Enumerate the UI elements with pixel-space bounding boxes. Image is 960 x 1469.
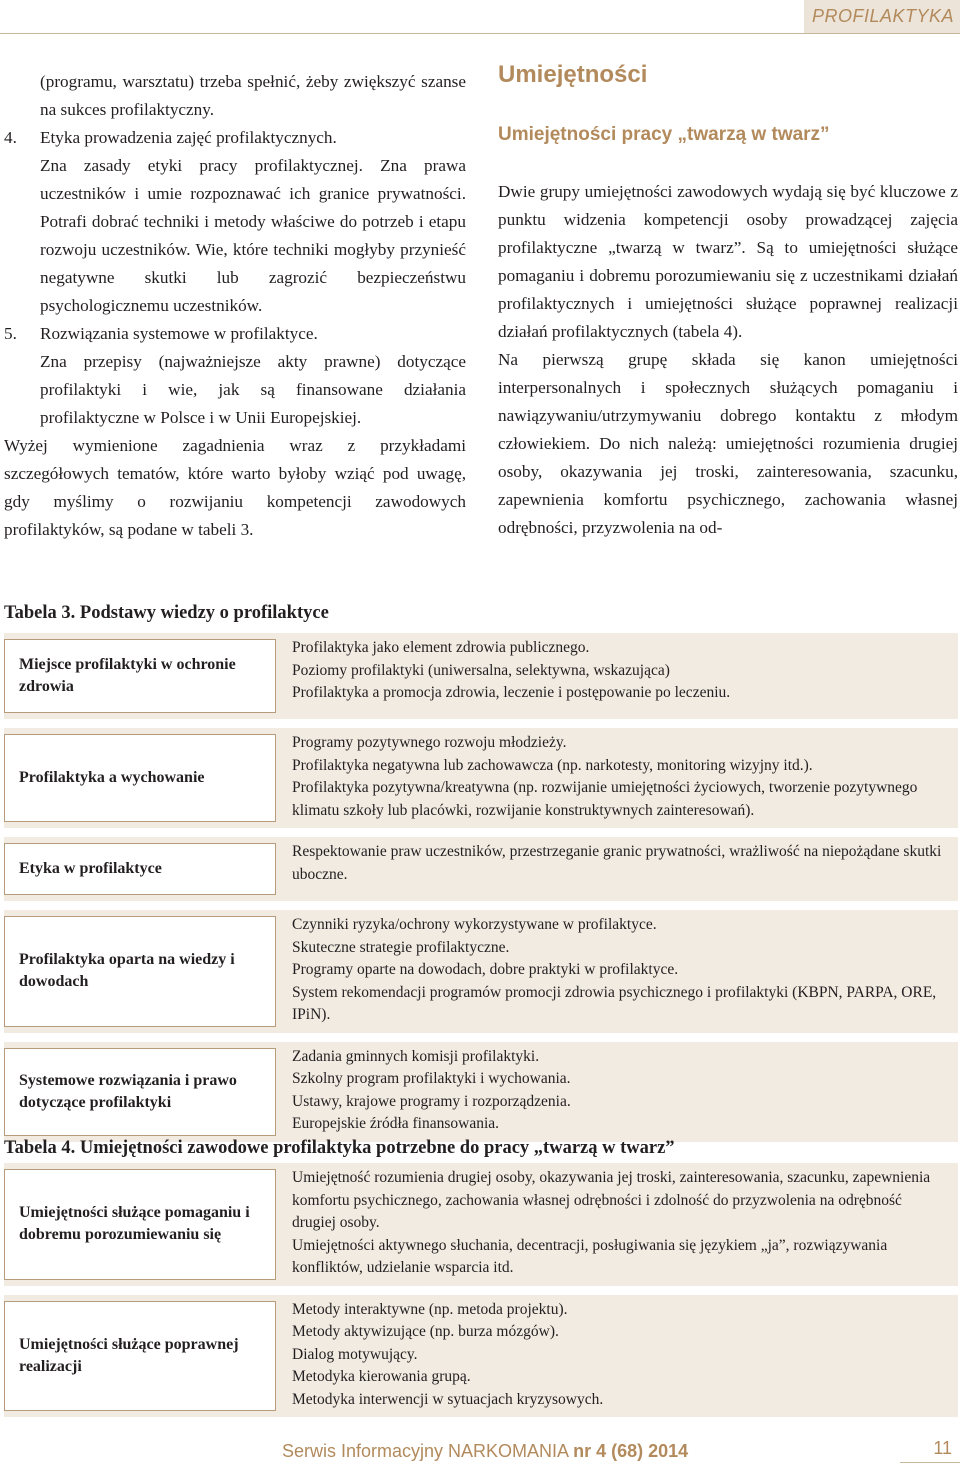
running-head: PROFILAKTYKA — [811, 6, 954, 26]
list-text-4: Zna zasady etyki pracy profilaktycznej. Zna prawa uczestników i umie rozpoznawać ich granice prywatności. Potrafi dobrać techniki i metody właściwe do potrzeb i etapu rozwoju uczestników. Wie, które techniki mogłyby przynieść negatywne skutki lub zagrozić bezpieczeństwu psychologicznemu uczestników. — [40, 156, 466, 315]
table4 — [4, 1163, 958, 1426]
table-cell-line: Metodyka kierowania grupą. — [292, 1368, 471, 1385]
table-row-label: Profilaktyka oparta na wiedzy i dowodach — [4, 916, 276, 1027]
right-paragraph-2: Na pierwszą grupę składa się kanon umiejętności interpersonalnych i społecznych służących pomaganiu i nawiązywaniu/utrzymywaniu dobrego kontaktu z młodym człowiekiem. Do nich należą: umiejętności rozumienia drugiej osoby, okazywania jej troski, zainteresowania, szacunku, zapewnienia komfortu psychicznego, zachowania własnej odrębności, przyzwolenia na od- — [498, 350, 958, 537]
footer-publication: Serwis Informacyjny NARKOMANIA — [282, 1441, 569, 1461]
right-paragraph-1: Dwie grupy umiejętności zawodowych wydają się być kluczowe z punktu widzenia kompetencji osoby prowadzącej zajęcia profilaktyczne „twarzą w twarz”. Są to umiejętności służące pomaganiu i dobremu porozumiewaniu się z uczestnikami działań profilaktycznych i umiejętności służące poprawnej realizacji działań profilaktycznych (tabela 4). — [498, 182, 958, 341]
table-row — [4, 1042, 958, 1142]
table-cell-line: Profilaktyka jako element zdrowia publicznego. — [292, 639, 590, 656]
list-number-4: 4. — [4, 128, 17, 147]
table-cell-line: Profilaktyka negatywna lub zachowawcza (np. narkotesty, monitoring wizyjny itd.). — [292, 756, 813, 774]
section-title: Umiejętności — [498, 61, 648, 88]
footer — [282, 1441, 688, 1462]
table-cell-line: Metodyka interwencji w sytuacjach kryzysowych. — [292, 1390, 604, 1408]
table3 — [4, 633, 958, 1151]
footer-issue: nr 4 (68) 2014 — [573, 1441, 689, 1461]
table-row-label: Profilaktyka a wychowanie — [4, 734, 276, 822]
table-row — [4, 633, 958, 719]
table3-caption: Tabela 3. Podstawy wiedzy o profilaktyce — [4, 603, 329, 623]
table-cell-line: Metody interaktywne (np. metoda projektu). — [292, 1300, 568, 1318]
table-cell-line: Ustawy, krajowe programy i rozporządzenia. — [292, 1092, 571, 1110]
page-number-rule — [900, 1462, 960, 1463]
table-cell-line: Zadania gminnych komisji profilaktyki. — [292, 1047, 540, 1065]
table4-caption: Tabela 4. Umiejętności zawodowe profilaktyka potrzebne do pracy „twarzą w twarz” — [4, 1138, 675, 1158]
table-row — [4, 1163, 958, 1286]
list-text-5: Zna przepisy (najważniejsze akty prawne) dotyczące profilaktyki i wie, jak są finansowane działania profilaktyczne w Polsce i w Unii Europejskiej. — [40, 352, 466, 427]
page-number: 11 — [933, 1438, 952, 1458]
list-title-4: Etyka prowadzenia zajęć profilaktycznych. — [40, 128, 337, 147]
table-row — [4, 910, 958, 1033]
table-cell-line: Profilaktyka a promocja zdrowia, leczenie i postępowanie po leczeniu. — [292, 684, 731, 701]
table-row-label: Miejsce profilaktyki w ochronie zdrowia — [4, 639, 276, 713]
list-number-5: 5. — [4, 324, 17, 343]
list-item-5 — [4, 320, 466, 348]
table-cell-line: Umiejętność rozumienia drugiej osoby, okazywania jej troski, zainteresowania, szacunku, zapewnienia komfortu psychicznego, zachowania własnej odrębności i zdolność do przyzwolenia na odrębność drugiej osoby. — [292, 1169, 931, 1231]
table-row — [4, 1295, 958, 1418]
table-cell-line: Programy oparte na dowodach, dobre praktyki w profilaktyce. — [292, 961, 679, 978]
table-cell-line: Metody aktywizujące (np. burza mózgów). — [292, 1323, 559, 1340]
table-row-label: Systemowe rozwiązania i prawo dotyczące profilaktyki — [4, 1048, 276, 1136]
table-cell-line: System rekomendacji programów promocji zdrowia psychicznego i profilaktyki (KBPN, PARPA, ORE, IPiN). — [292, 983, 937, 1023]
left-column — [4, 68, 466, 544]
table-cell-line: Europejskie źródła finansowania. — [292, 1115, 500, 1132]
header-rule — [0, 33, 960, 34]
table-cell-line: Szkolny program profilaktyki i wychowania. — [292, 1070, 571, 1087]
table-cell-line: Umiejętności aktywnego słuchania, decentracji, posługiwania się językiem „ja”, rozwiązywania konfliktów, udzielanie wsparcia itd. — [292, 1236, 888, 1276]
table-cell-line: Programy pozytywnego rozwoju młodzieży. — [292, 734, 567, 751]
table-row — [4, 837, 958, 901]
table-row — [4, 728, 958, 828]
table-cell-line: Profilaktyka pozytywna/kreatywna (np. rozwijanie umiejętności życiowych, tworzenie pozytywnego klimatu szkoły lub placówki, rozwijanie konstruktywnych zainteresowań). — [292, 779, 918, 819]
section-subtitle: Umiejętności pracy „twarzą w twarz” — [498, 124, 830, 145]
table-row-label: Umiejętności służące poprawnej realizacji — [4, 1301, 276, 1412]
table-cell-line: Skuteczne strategie profilaktyczne. — [292, 938, 510, 956]
table-cell-line: Respektowanie praw uczestników, przestrzeganie granic prywatności, wrażliwość na niepożądane skutki uboczne. — [292, 843, 942, 883]
table-row-label: Etyka w profilaktyce — [4, 843, 276, 895]
table-cell-line: Poziomy profilaktyki (uniwersalna, selektywna, wskazująca) — [292, 661, 670, 679]
left-paragraph-1: (programu, warsztatu) trzeba spełnić, żeby zwiększyć szanse na sukces profilaktyczny. — [40, 72, 466, 119]
left-closing-paragraph: Wyżej wymienione zagadnienia wraz z przykładami szczegółowych tematów, które warto byłoby wziąć pod uwagę, gdy myślimy o rozwijaniu kompetencji zawodowych profilaktyków, są podane w tabeli 3. — [4, 436, 466, 539]
table-cell-line: Dialog motywujący. — [292, 1345, 418, 1363]
list-title-5: Rozwiązania systemowe w profilaktyce. — [40, 324, 318, 343]
list-item-4 — [4, 124, 466, 152]
right-column — [498, 60, 958, 542]
table-cell-line: Czynniki ryzyka/ochrony wykorzystywane w profilaktyce. — [292, 916, 657, 933]
table-row-label: Umiejętności służące pomaganiu i dobremu porozumiewaniu się — [4, 1169, 276, 1280]
